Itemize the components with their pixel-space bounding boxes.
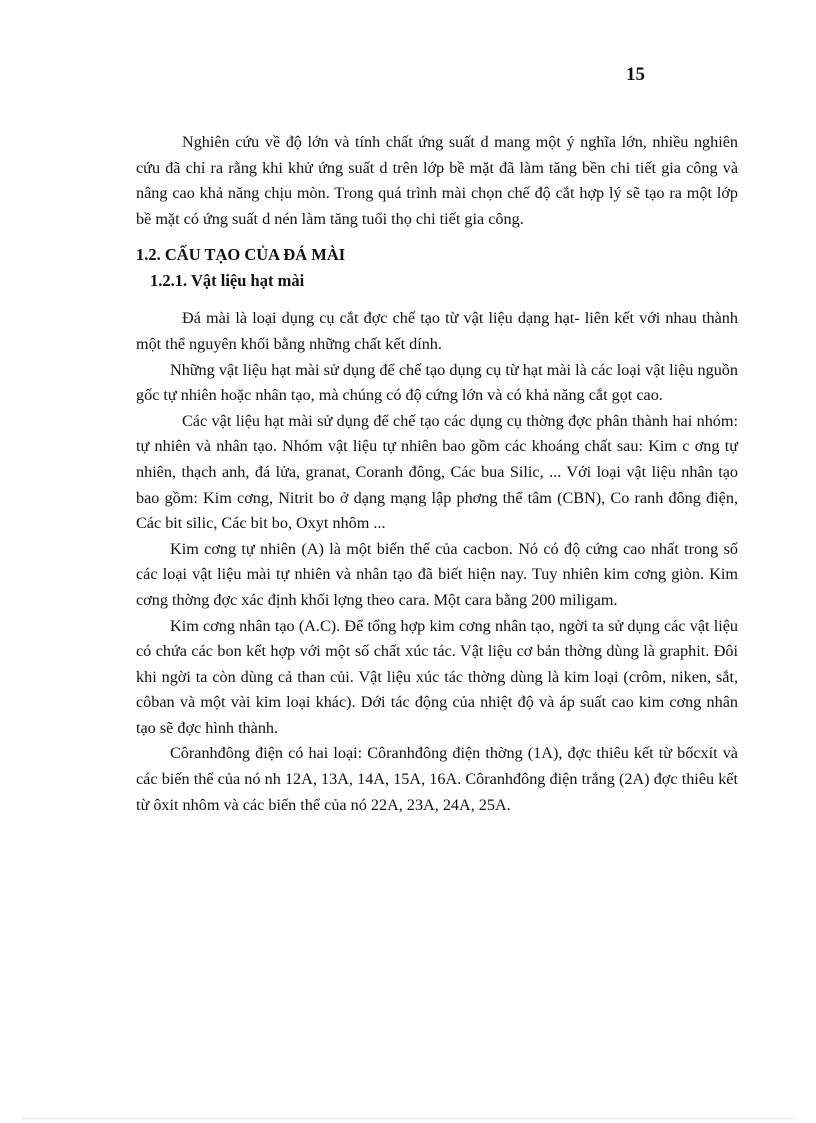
page-body (136, 130, 738, 818)
paragraph-groups: Các vật liệu hạt mài sử dụng để chế tạo các dụng cụ thờng đợc phân thành hai nhóm: tự nhiên và nhân tạo. Nhóm vật liệu tự nhiên bao gồm các khoáng chất sau: Kim c ơng tự nhiên, thạch anh, đá lửa, granat, Coranh đông, Các bua Silic, ... Với loại vật liệu nhân tạo bao gồm: Kim cơng, Nitrit bo ở dạng mạng lập phơng thể tâm (CBN), Co ranh đông điện, Các bit silic, Các bit bo, Oxyt nhôm ... (136, 411, 738, 533)
paragraph-natural-diamond: Kim cơng tự nhiên (A) là một biến thể của cacbon. Nó có độ cứng cao nhất trong số các loại vật liệu mài tự nhiên và nhân tạo đã biết hiện nay. Tuy nhiên kim cơng giòn. Kim cơng thờng đợc xác định khối lợng theo cara. Một cara bằng 200 miligam. (136, 539, 738, 609)
page-number: 15 (626, 64, 645, 85)
paragraph-synthetic-diamond: Kim cơng nhân tạo (A.C). Để tổng hợp kim cơng nhân tạo, ngời ta sử dụng các vật liệu có chứa các bon kết hợp với một số chất xúc tác. Vật liệu cơ bản thờng dùng là graphit. Đôi khi ngời ta còn dùng cả than củi. Vật liệu xúc tác thờng dùng là kim loại (crôm, niken, sắt, côban và một vài kim loại khác). Dới tác động của nhiệt độ và áp suất cao kim cơng nhân tạo sẽ đợc hình thành. (136, 616, 738, 737)
footer-divider (22, 1118, 794, 1119)
paragraph-definition: Đá mài là loại dụng cụ cắt đợc chế tạo từ vật liệu dạng hạt- liên kết với nhau thành một thể nguyên khối bằng những chất kết dính. (136, 309, 738, 353)
intro-paragraph: Nghiên cứu về độ lớn và tính chất ứng suất d mang một ý nghĩa lớn, nhiều nghiên cứu đã chỉ ra rằng khi khử ứng suất d trên lớp bề mặt đã làm tăng bền chi tiết gia công và nâng cao khả năng chịu mòn. Trong quá trình mài chọn chế độ cắt hợp lý sẽ tạo ra một lớp bề mặt có ứng suất d nén làm tăng tuổi thọ chi tiết gia công. (136, 133, 738, 228)
subsection-heading: 1.2.1. Vật liệu hạt mài (150, 271, 305, 291)
section-heading: 1.2. CẤU TẠO CỦA ĐÁ MÀI (136, 245, 346, 265)
paragraph-corundum: Côranhđông điện có hai loại: Côranhđông điện thờng (1A), đợc thiêu kết từ bốcxít và các biến thể của nó nh 12A, 13A, 14A, 15A, 16A. Côranhđông điện trắng (2A) đợc thiêu kết từ ôxit nhôm và các biến thể của nó 22A, 23A, 24A, 25A. (136, 744, 738, 814)
paragraph-materials: Những vật liệu hạt mài sử dụng để chế tạo dụng cụ từ hạt mài là các loại vật liệu nguồn gốc tự nhiên hoặc nhân tạo, mà chúng có độ cứng lớn và có khả năng cắt gọt cao. (136, 360, 738, 405)
